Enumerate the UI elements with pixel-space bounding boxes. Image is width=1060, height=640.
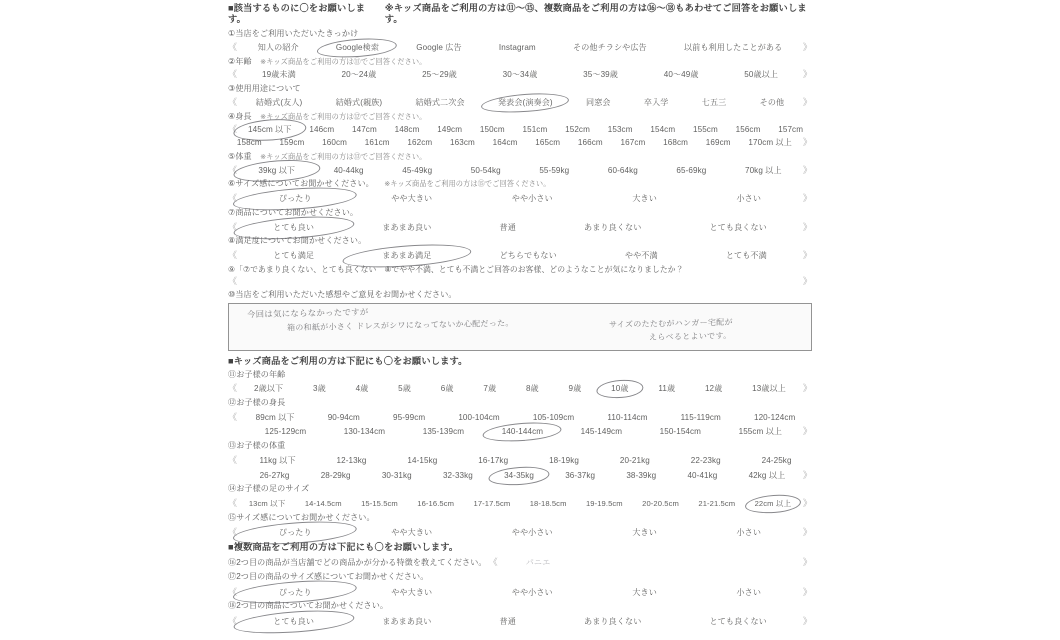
bracket-left: 《 bbox=[228, 221, 238, 232]
option-q14-7[interactable]: 20-20.5cm bbox=[642, 499, 679, 509]
option-q17-3[interactable]: 大きい bbox=[632, 587, 657, 597]
option-q3-5[interactable]: 卒入学 bbox=[643, 97, 669, 107]
option-q13-5[interactable]: 20-21kg bbox=[619, 455, 650, 465]
option-q3-0[interactable]: 結婚式(友人) bbox=[255, 97, 303, 107]
option-q4-18[interactable]: 163cm bbox=[450, 138, 475, 148]
option-q2-6[interactable]: 50歳以上 bbox=[744, 70, 779, 80]
option-q4-10[interactable]: 155cm bbox=[693, 125, 718, 135]
option-q12-7[interactable]: 120-124cm bbox=[753, 412, 796, 422]
bracket-right: 》 bbox=[802, 276, 812, 287]
question-6-options[interactable] bbox=[228, 193, 812, 204]
question-12-label: ⑫お子様の身長 bbox=[228, 397, 286, 407]
option-q13-13[interactable]: 36-37kg bbox=[565, 470, 596, 480]
option-q4-11[interactable]: 156cm bbox=[735, 125, 761, 135]
option-q4-14[interactable]: 159cm bbox=[279, 138, 305, 148]
option-q8-2[interactable]: どちらでもない bbox=[499, 251, 557, 261]
option-q14-1[interactable]: 14-14.5cm bbox=[304, 499, 342, 509]
bracket-left: 《 bbox=[228, 383, 238, 394]
option-q11-2[interactable]: 4歳 bbox=[355, 384, 369, 394]
option-q2-4[interactable]: 35〜39歳 bbox=[583, 70, 618, 80]
question-6-text: ⑥サイズ感についてお聞かせください。 bbox=[228, 179, 374, 189]
option-q2-5[interactable]: 40〜49歳 bbox=[663, 70, 699, 80]
option-q8-1[interactable]: まあまあ満足 bbox=[348, 251, 465, 261]
question-10-label: ⑩当店をご利用いただいた感想やご意見をお聞かせください。 bbox=[228, 290, 457, 300]
bracket-right: 》 bbox=[802, 498, 812, 509]
option-q7-3[interactable]: あまり良くない bbox=[584, 222, 642, 232]
question-5-options[interactable] bbox=[228, 165, 812, 176]
option-q17-1[interactable]: やや大きい bbox=[391, 587, 433, 597]
question-4-options-row-2[interactable] bbox=[228, 137, 812, 148]
option-q11-11[interactable]: 13歳以上 bbox=[752, 384, 786, 394]
option-q4-16[interactable]: 161cm bbox=[364, 138, 390, 148]
option-q13-16[interactable]: 42kg 以上 bbox=[748, 470, 786, 480]
option-q14-6[interactable]: 19-19.5cm bbox=[585, 499, 623, 509]
question-2-sub: ※キッズ商品をご利用の方は⑪でご回答ください。 bbox=[260, 56, 427, 66]
option-q4-15[interactable]: 160cm bbox=[322, 138, 347, 148]
option-q18-3[interactable]: あまり良くない bbox=[584, 617, 642, 627]
option-q11-5[interactable]: 7歳 bbox=[483, 384, 497, 394]
question-7-options[interactable] bbox=[228, 222, 812, 233]
question-1-options[interactable] bbox=[228, 42, 812, 53]
option-q12-2[interactable]: 95-99cm bbox=[393, 412, 426, 422]
option-q2-0[interactable]: 19歳未満 bbox=[261, 70, 296, 80]
option-q4-19[interactable]: 164cm bbox=[492, 138, 518, 148]
bracket-right: 》 bbox=[802, 526, 812, 537]
bracket-right: 》 bbox=[802, 250, 812, 261]
option-q15-1[interactable]: やや大きい bbox=[391, 527, 433, 537]
option-q3-1[interactable]: 結婚式(親族) bbox=[335, 97, 383, 107]
option-q13-2[interactable]: 14-15kg bbox=[407, 455, 438, 465]
question-15-options[interactable] bbox=[228, 527, 812, 538]
question-5-label bbox=[228, 152, 812, 162]
bracket-left: 《 bbox=[228, 193, 238, 204]
handwriting-line-2: 箱の和紙が小さく ドレスがシワになってないか心配だった。 bbox=[286, 318, 514, 333]
option-q4-12[interactable]: 157cm bbox=[778, 125, 804, 135]
option-q13-4[interactable]: 18-19kg bbox=[549, 455, 580, 465]
option-q14-3[interactable]: 16-16.5cm bbox=[417, 499, 455, 509]
bracket-left: 《 bbox=[228, 250, 238, 261]
option-q14-0[interactable]: 13cm 以下 bbox=[248, 499, 286, 509]
option-q12-5[interactable]: 110-114cm bbox=[607, 412, 648, 422]
option-q12-11[interactable]: 140-144cm bbox=[483, 427, 562, 437]
option-q1-0[interactable]: 知人の紹介 bbox=[257, 42, 299, 52]
option-q5-7[interactable]: 70kg 以上 bbox=[744, 165, 782, 175]
section-1-note: ※キッズ商品をご利用の方は⑪〜⑮、複数商品をご利用の方は⑯〜⑱もあわせてご回答をお願いします。 bbox=[384, 3, 807, 24]
option-q15-3[interactable]: 大きい bbox=[632, 527, 657, 537]
option-q11-8[interactable]: 10歳 bbox=[596, 384, 643, 394]
question-5-sub: ※キッズ商品をご利用の方は⑬でご回答ください。 bbox=[260, 151, 427, 161]
option-q17-2[interactable]: やや小さい bbox=[511, 587, 553, 597]
bracket-right: 》 bbox=[802, 221, 812, 232]
question-6-sub: ※キッズ商品をご利用の方は⑮でご回答ください。 bbox=[384, 179, 551, 189]
option-q5-3[interactable]: 50-54kg bbox=[470, 165, 501, 175]
option-q13-15[interactable]: 40-41kg bbox=[687, 470, 718, 480]
option-q3-6[interactable]: 七五三 bbox=[701, 97, 727, 107]
option-q13-1[interactable]: 12-13kg bbox=[336, 455, 367, 465]
option-q4-4[interactable]: 149cm bbox=[437, 125, 463, 135]
question-9-answer-row[interactable] bbox=[228, 276, 812, 287]
bracket-left: 《 bbox=[228, 586, 238, 597]
option-q4-22[interactable]: 167cm bbox=[620, 138, 646, 148]
option-q4-13[interactable]: 158cm bbox=[236, 138, 262, 148]
option-q4-24[interactable]: 169cm bbox=[705, 138, 731, 148]
option-q17-4[interactable]: 小さい bbox=[736, 587, 762, 597]
option-q11-4[interactable]: 6歳 bbox=[440, 384, 454, 394]
option-q13-9[interactable]: 28-29kg bbox=[320, 470, 351, 480]
bracket-right: 》 bbox=[802, 586, 812, 597]
option-q13-3[interactable]: 16-17kg bbox=[478, 455, 509, 465]
option-q12-12[interactable]: 145-149cm bbox=[580, 427, 623, 437]
question-17-options[interactable] bbox=[228, 587, 812, 598]
option-q15-2[interactable]: やや小さい bbox=[511, 527, 553, 537]
question-14-options[interactable] bbox=[228, 498, 812, 509]
bracket-right: 》 bbox=[802, 383, 812, 394]
bracket-left: 《 bbox=[228, 616, 238, 627]
option-q3-7[interactable]: その他 bbox=[759, 97, 785, 107]
bracket-left: 《 bbox=[488, 557, 498, 568]
option-q13-14[interactable]: 38-39kg bbox=[626, 470, 657, 480]
question-18-options[interactable] bbox=[228, 616, 812, 627]
option-q12-4[interactable]: 105-109cm bbox=[532, 412, 575, 422]
question-2-options[interactable] bbox=[228, 69, 812, 80]
option-q7-0[interactable]: とても良い bbox=[239, 223, 348, 233]
handwriting-line-1: 今回は気にならなかったですが bbox=[246, 306, 369, 320]
option-q12-6[interactable]: 115-119cm bbox=[680, 412, 721, 422]
bracket-right: 》 bbox=[802, 616, 812, 627]
option-q1-4[interactable]: その他チラシや広告 bbox=[573, 42, 647, 52]
option-q12-14[interactable]: 155cm 以上 bbox=[738, 427, 783, 437]
section-1-title: ■該当するものに〇をお願いします。 bbox=[228, 3, 366, 24]
option-q4-8[interactable]: 153cm bbox=[607, 125, 633, 135]
question-12-options-row-2[interactable] bbox=[228, 426, 812, 437]
option-q4-7[interactable]: 152cm bbox=[565, 125, 590, 135]
question-11-label: ⑪お子様の年齢 bbox=[228, 370, 286, 380]
bracket-left: 《 bbox=[228, 454, 238, 465]
question-5-text: ⑤体重 bbox=[228, 151, 252, 161]
option-q11-9[interactable]: 11歳 bbox=[658, 384, 676, 394]
option-q7-1[interactable]: まあまあ良い bbox=[382, 222, 432, 232]
bracket-left: 《 bbox=[228, 411, 238, 422]
option-q13-6[interactable]: 22-23kg bbox=[690, 455, 721, 465]
option-q14-8[interactable]: 21-21.5cm bbox=[698, 499, 736, 509]
option-q14-4[interactable]: 17-17.5cm bbox=[473, 499, 511, 509]
bracket-left: 《 bbox=[228, 96, 238, 107]
handwriting-line-3: サイズのたたむがハンガー宅配が bbox=[608, 317, 733, 330]
question-3-options[interactable] bbox=[228, 97, 812, 108]
option-q4-5[interactable]: 150cm bbox=[479, 125, 505, 135]
option-q12-3[interactable]: 100-104cm bbox=[458, 412, 500, 422]
question-7-label: ⑦商品についてお聞かせください。 bbox=[228, 207, 359, 217]
bracket-right: 》 bbox=[802, 426, 812, 437]
option-q5-6[interactable]: 65-69kg bbox=[676, 165, 707, 175]
bracket-left: 《 bbox=[228, 164, 238, 175]
option-q4-2[interactable]: 147cm bbox=[352, 125, 377, 135]
option-q1-5[interactable]: 以前も利用したことがある bbox=[683, 42, 783, 52]
section-3-heading: ■複数商品をご利用の方は下記にも〇をお願いします。 bbox=[228, 542, 459, 553]
bracket-right: 》 bbox=[802, 469, 812, 480]
option-q6-1[interactable]: やや大きい bbox=[391, 194, 433, 204]
question-4-sub: ※キッズ商品をご利用の方は⑫でご回答ください。 bbox=[260, 111, 427, 121]
option-q17-0[interactable]: ぴったり bbox=[239, 588, 351, 598]
option-q11-1[interactable]: 3歳 bbox=[312, 384, 326, 394]
option-q12-8[interactable]: 125-129cm bbox=[264, 427, 307, 437]
question-10-comment-box[interactable] bbox=[228, 303, 812, 351]
section-1-heading bbox=[228, 3, 812, 24]
option-q1-1[interactable]: Google検索 bbox=[317, 43, 397, 53]
option-q4-17[interactable]: 162cm bbox=[407, 138, 433, 148]
bracket-left: 《 bbox=[228, 498, 238, 509]
option-q11-6[interactable]: 8歳 bbox=[525, 384, 539, 394]
option-q15-4[interactable]: 小さい bbox=[736, 527, 762, 537]
option-q6-2[interactable]: やや小さい bbox=[511, 194, 553, 204]
question-17-label: ⑰2つ目の商品のサイズ感についてお聞かせください。 bbox=[228, 571, 429, 581]
option-q6-3[interactable]: 大きい bbox=[632, 194, 657, 204]
bracket-left: 《 bbox=[228, 276, 238, 287]
option-q13-10[interactable]: 30-31kg bbox=[381, 470, 412, 480]
option-q14-2[interactable]: 15-15.5cm bbox=[361, 499, 398, 509]
question-9-label: ⑨「⑦であまり良くない、とても良くない ⑧でやや不満、とても不満とご回答のお客様、どのようなことが気になりましたか？ bbox=[228, 264, 684, 274]
option-q12-13[interactable]: 150-154cm bbox=[659, 427, 702, 437]
question-13-label: ⑬お子様の体重 bbox=[228, 441, 286, 451]
option-q5-4[interactable]: 55-59kg bbox=[539, 165, 570, 175]
question-2-text: ②年齢 bbox=[228, 56, 252, 66]
option-q13-11[interactable]: 32-33kg bbox=[442, 470, 473, 480]
option-q14-9[interactable]: 22cm 以上 bbox=[745, 499, 801, 508]
option-q18-2[interactable]: 普通 bbox=[499, 617, 516, 627]
option-q4-21[interactable]: 166cm bbox=[577, 138, 603, 148]
option-q3-2[interactable]: 結婚式二次会 bbox=[415, 97, 465, 107]
question-4-options-row-1[interactable] bbox=[228, 124, 812, 135]
question-16-answer[interactable]: パニエ bbox=[525, 557, 551, 568]
option-q12-10[interactable]: 135-139cm bbox=[422, 427, 465, 437]
option-q4-0[interactable]: 145cm 以下 bbox=[239, 125, 300, 135]
option-q15-0[interactable]: ぴったり bbox=[239, 528, 351, 538]
question-13-options-row-2[interactable] bbox=[228, 470, 812, 481]
question-16-label: ⑯2つ目の商品が当店舗でどの商品かが分かる特徴を教えてください。 bbox=[228, 558, 487, 568]
option-q8-3[interactable]: やや不満 bbox=[624, 251, 658, 261]
bracket-right: 》 bbox=[802, 41, 812, 52]
question-6-label bbox=[228, 179, 812, 189]
question-1-label: ①当店をご利用いただいたきっかけ bbox=[228, 29, 359, 39]
question-16-row[interactable] bbox=[228, 557, 812, 568]
option-q1-2[interactable]: Google 広告 bbox=[416, 42, 462, 52]
option-q14-5[interactable]: 18-18.5cm bbox=[529, 499, 567, 509]
bracket-left: 《 bbox=[228, 124, 238, 135]
option-q4-6[interactable]: 151cm bbox=[522, 125, 548, 135]
survey-sheet bbox=[228, 0, 812, 640]
question-4-text: ④身長 bbox=[228, 111, 252, 121]
option-q4-20[interactable]: 165cm bbox=[535, 138, 561, 148]
option-q6-4[interactable]: 小さい bbox=[736, 194, 762, 204]
section-2-heading: ■キッズ商品をご利用の方は下記にも〇をお願いします。 bbox=[228, 355, 468, 366]
question-11-options[interactable] bbox=[228, 383, 812, 394]
option-q13-0[interactable]: 11kg 以下 bbox=[259, 455, 296, 465]
question-8-options[interactable] bbox=[228, 250, 812, 261]
option-q4-25[interactable]: 170cm 以上 bbox=[748, 138, 792, 148]
option-q8-0[interactable]: とても満足 bbox=[273, 251, 315, 261]
question-12-options-row-1[interactable] bbox=[228, 412, 812, 423]
question-3-label: ③使用用途について bbox=[228, 84, 301, 94]
handwriting-line-4: えらべるとよいです。 bbox=[648, 330, 732, 342]
option-q1-3[interactable]: Instagram bbox=[498, 42, 536, 52]
option-q5-1[interactable]: 40-44kg bbox=[333, 165, 364, 175]
bracket-left: 《 bbox=[228, 69, 238, 80]
option-q5-5[interactable]: 60-64kg bbox=[607, 165, 638, 175]
bracket-right: 》 bbox=[802, 96, 812, 107]
question-4-label bbox=[228, 112, 812, 122]
option-q8-4[interactable]: とても不満 bbox=[725, 251, 767, 261]
option-q12-1[interactable]: 90-94cm bbox=[327, 412, 360, 422]
bracket-right: 》 bbox=[802, 164, 812, 175]
option-q6-0[interactable]: ぴったり bbox=[239, 194, 351, 204]
option-q2-2[interactable]: 25〜29歳 bbox=[422, 70, 457, 80]
option-q3-3[interactable]: 発表会(演奏会) bbox=[481, 98, 569, 108]
option-q11-3[interactable]: 5歳 bbox=[398, 384, 411, 394]
bracket-left: 《 bbox=[228, 41, 238, 52]
option-q2-3[interactable]: 30〜34歳 bbox=[502, 70, 538, 80]
bracket-right: 》 bbox=[802, 193, 812, 204]
bracket-left: 《 bbox=[228, 526, 238, 537]
option-q11-7[interactable]: 9歳 bbox=[568, 384, 582, 394]
option-q11-10[interactable]: 12歳 bbox=[704, 384, 723, 394]
option-q4-3[interactable]: 148cm bbox=[394, 125, 420, 135]
question-18-label: ⑱2つ目の商品についてお聞かせください。 bbox=[228, 601, 389, 611]
option-q4-23[interactable]: 168cm bbox=[663, 138, 688, 148]
option-q13-12[interactable]: 34-35kg bbox=[489, 471, 550, 481]
option-q18-0[interactable]: とても良い bbox=[239, 617, 348, 627]
option-q12-9[interactable]: 130-134cm bbox=[343, 427, 386, 437]
option-q3-4[interactable]: 同窓会 bbox=[586, 97, 611, 107]
option-q18-1[interactable]: まあまあ良い bbox=[382, 617, 432, 627]
option-q2-1[interactable]: 20〜24歳 bbox=[341, 70, 377, 80]
option-q5-2[interactable]: 45-49kg bbox=[402, 165, 433, 175]
option-q5-0[interactable]: 39kg 以下 bbox=[239, 166, 314, 176]
bracket-right: 》 bbox=[802, 137, 812, 148]
option-q4-1[interactable]: 146cm bbox=[309, 125, 335, 135]
option-q13-8[interactable]: 26-27kg bbox=[259, 470, 290, 480]
option-q7-4[interactable]: とても良くない bbox=[709, 222, 767, 232]
bracket-right: 》 bbox=[802, 69, 812, 80]
option-q18-4[interactable]: とても良くない bbox=[709, 617, 767, 627]
option-q7-2[interactable]: 普通 bbox=[499, 222, 516, 232]
question-8-label: ⑧満足度についてお聞かせください。 bbox=[228, 236, 367, 246]
option-q4-9[interactable]: 154cm bbox=[650, 125, 676, 135]
bracket-right: 》 bbox=[802, 557, 812, 568]
question-14-label: ⑭お子様の足のサイズ bbox=[228, 484, 310, 494]
option-q13-7[interactable]: 24-25kg bbox=[761, 455, 792, 465]
question-15-label: ⑮サイズ感についてお聞かせください。 bbox=[228, 512, 375, 522]
option-q12-0[interactable]: 89cm 以下 bbox=[255, 412, 295, 422]
option-q11-0[interactable]: 2歳以下 bbox=[254, 384, 284, 394]
question-13-options-row-1[interactable] bbox=[228, 455, 812, 466]
question-2-label bbox=[228, 57, 812, 67]
